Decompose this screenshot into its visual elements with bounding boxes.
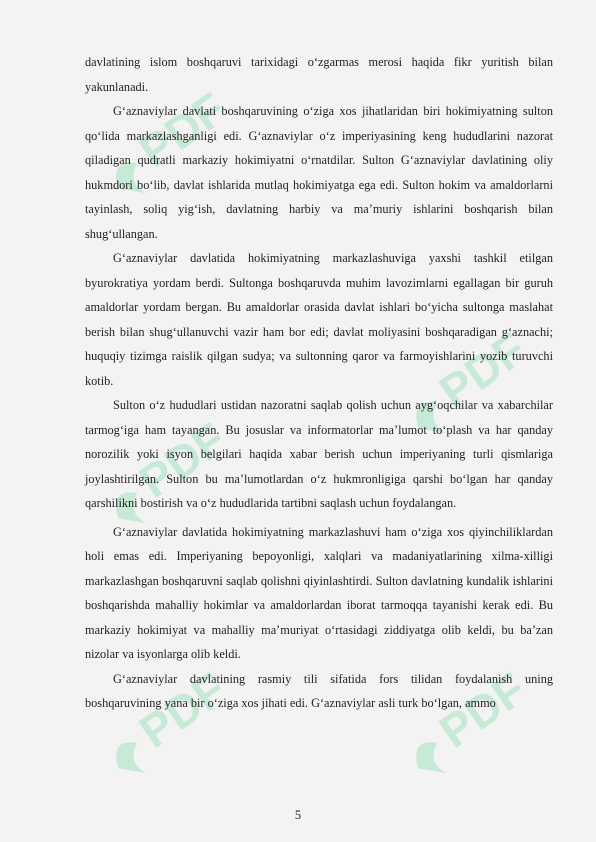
watermark-text: PDF <box>429 662 536 758</box>
paragraph-continuation: davlatining islom boshqaruvi tarixidagi o‘zgarmas merosi haqida fikr yuritish bilan yakunlanadi. <box>85 55 553 94</box>
watermark-text: PDF <box>129 412 236 508</box>
watermark-text: PDF <box>129 82 236 178</box>
paragraph: G‘aznaviylar davlati boshqaruvining o‘ziga xos jihatlaridan biri hokimiyatning sulton qo‘lida markazlashganligi edi. G‘aznaviylar o‘z imperiyasining keng hududlarini nazorat qiladigan qudratli markaziy hokimiyatni o‘rnatdilar. Sulton G‘aznaviylar davlatining oliy hukmdori bo‘lib, davlat ishlarida mutlaq hokimiyatga ega edi. Sulton hokim va amaldorlarni tayinlash, soliq yig‘ish, davlatning harbiy va ma’muriy ishlarini boshqarish bilan shug‘ullangan. <box>85 104 553 241</box>
paragraph: G‘aznaviylar davlatining rasmiy tili sifatida fors tilidan foydalanish uning boshqaruvining yana bir o‘ziga xos jihati edi. G‘aznaviylar asli turk bo‘lgan, ammo <box>85 671 553 710</box>
watermark-text: PDF <box>129 662 236 758</box>
paragraph: G‘aznaviylar davlatida hokimiyatning markazlashuviga yaxshi tashkil etilgan byurokratiya yordam berdi. Sultonga boshqaruvda muhim lavozimlarni egallagan bir guruh amaldorlar yordam bergan. Bu amaldorlar orasida davlat ishlari bo‘yicha sultonga maslahat berish bilan shug‘ullanuvchi vazir ham bor edi; davlat moliyasini boshqaradigan g‘aznachi; huquqiy tizimga raislik qilgan sudya; va sultonning qaror va farmoyishlarini yozib turuvchi kotib. <box>85 251 553 388</box>
page-number: 5 <box>294 808 302 822</box>
paragraph: G‘aznaviylar davlatida hokimiyatning markazlashuvi ham o‘ziga xos qiyinchiliklardan holi emas edi. Imperiyaning bepoyonligi, xalqlari va madaniyatlarining xilma-xilligi markazlashgan boshqaruvni saqlab qolishni qiyinlashtirdi. Sulton davlatning kundalik ishlarini boshqarishda mahalliy hokimlar va amaldorlardan iborat tarmoqqa tayanishi kerak edi. Bu markaziy hokimiyat va mahalliy ma’muriyat o‘rtasidagi ziddiyatga olib keldi, bu ba’zan nizolar va isyonlarga olib keldi. <box>85 524 553 661</box>
watermark-text: PDF <box>429 322 536 418</box>
paragraph: Sulton o‘z hududlari ustidan nazoratni saqlab qolish uchun ayg‘oqchilar va xabarchilar tarmog‘iga ham tayangan. Bu josuslar va informatorlar ma’lumot to‘plash va har qanday norozilik yoki isyon belgilari haqida xabar berish uchun imperiyaning turli qismlariga joylashtirilgan. Sulton bu ma’lumotlardan o‘z hukmronligiga qarshi bo‘lgan har qanday qarshilikni bostirish va o‘z hududlarida tartibni saqlash uchun foydalangan. <box>85 398 553 510</box>
body-text <box>85 50 553 716</box>
